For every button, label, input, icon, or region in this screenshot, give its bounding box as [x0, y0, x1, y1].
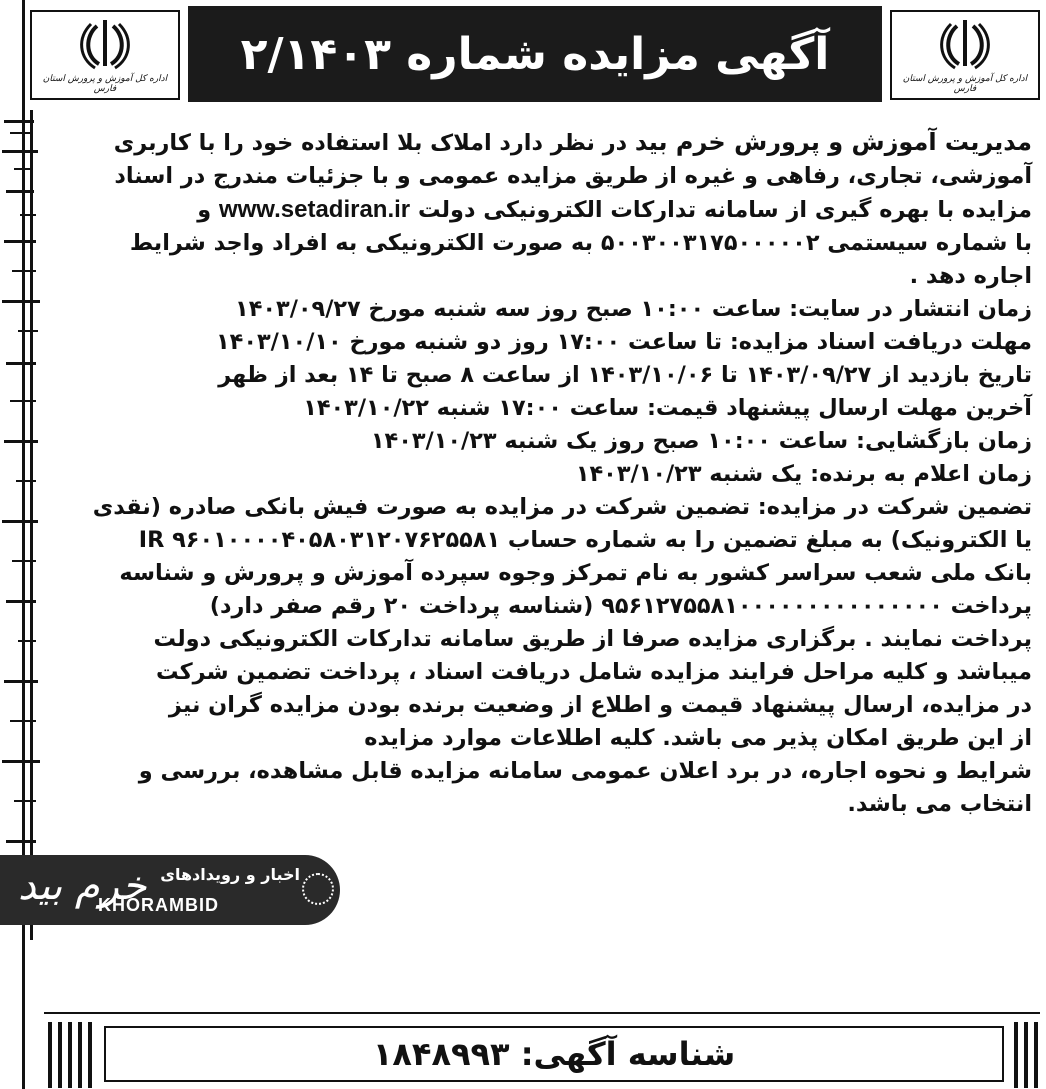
iran-emblem-icon: [75, 16, 135, 72]
ad-id-value: ۱۸۴۸۹۹۳: [372, 1035, 510, 1073]
body-line: آموزشی، تجاری، رفاهی و غیره از طریق مزایده عمومی و با جزئیات مندرج در اسناد: [114, 163, 1032, 189]
guarantee-line: یا الکترونیک) به مبلغ تضمین را به شماره حساب IR ۹۶۰۱۰۰۰۰۴۰۵۸۰۳۱۲۰۷۶۲۵۵۸۱: [138, 527, 1032, 553]
guarantee-line: پرداخت نمایند . برگزاری مزایده صرفا از طریق سامانه تدارکات الکترونیکی دولت: [153, 626, 1032, 652]
guarantee-line: بانک ملی شعب سراسر کشور به نام تمرکز وجوه سپرده آموزش و پرورش و شناسه: [119, 560, 1032, 586]
watermark: [0, 855, 340, 925]
guarantee-line: انتخاب می باشد.: [847, 791, 1032, 817]
website-link[interactable]: www.setadiran.ir: [218, 196, 411, 223]
guarantee-line: پرداخت ۹۵۶۱۲۷۵۵۸۱۰۰۰۰۰۰۰۰۰۰۰۰۰۰۰ (شناسه پرداخت ۲۰ رقم صفر دارد): [209, 593, 1032, 619]
schedule-opening: زمان بازگشایی: ساعت ۱۰:۰۰ صبح روز یک شنبه ۱۴۰۳/۱۰/۲۳: [370, 428, 1032, 454]
body-text: و: [197, 197, 212, 223]
emblem-caption: اداره کل آموزش و پرورش استان فارس: [902, 74, 1028, 94]
announcement-body: [44, 126, 1032, 821]
footer-stripes-left: [44, 1022, 100, 1088]
body-line: [44, 193, 1032, 227]
schedule-visit: تاریخ بازدید از ۱۴۰۳/۰۹/۲۷ تا ۱۴۰۳/۱۰/۰۶ از ساعت ۸ صبح تا ۱۴ بعد از ظهر: [218, 362, 1032, 388]
emblem-right: [890, 10, 1040, 100]
watermark-en-text: KHORAMBID: [98, 895, 219, 915]
iran-emblem-icon: [935, 16, 995, 72]
header: [30, 6, 1040, 102]
footer-stripes-right: [1010, 1022, 1044, 1088]
scan-marks: [0, 110, 44, 940]
ad-id-box: [104, 1026, 1004, 1082]
body-line: با شماره سیستمی ۵۰۰۳۰۰۳۱۷۵۰۰۰۰۰۲ به صورت الکترونیکی به افراد واجد شرایط: [129, 230, 1032, 256]
schedule-winner: زمان اعلام به برنده: یک شنبه ۱۴۰۳/۱۰/۲۳: [575, 461, 1032, 487]
watermark-logo: خرم بید: [18, 863, 147, 909]
emblem-left: [30, 10, 180, 100]
body-text: در نظر دارد املاک بلا استفاده خود را با کاربری: [113, 130, 628, 156]
page-title: آگهی مزایده شماره ۲/۱۴۰۳: [188, 6, 882, 102]
emblem-caption: اداره کل آموزش و پرورش استان فارس: [42, 74, 168, 94]
organization-name: مدیریت آموزش و پرورش خرم بید: [634, 128, 1032, 156]
guarantee-line: از این طریق امکان پذیر می باشد. کلیه اطلاعات موارد مزایده: [364, 725, 1032, 751]
schedule-publish: زمان انتشار در سایت: ساعت ۱۰:۰۰ صبح روز سه شنبه مورخ ۱۴۰۳/۰۹/۲۷: [235, 296, 1032, 322]
guarantee-line: تضمین شرکت در مزایده: تضمین شرکت در مزایده به صورت فیش بانکی صادره (نقدی: [92, 494, 1032, 520]
body-text: مزایده با بهره گیری از سامانه تدارکات الکترونیکی دولت: [417, 197, 1032, 223]
body-line: اجاره دهد .: [909, 263, 1032, 289]
watermark-fa-text: اخبار و رویدادهای: [160, 865, 300, 884]
footer-divider: [44, 1012, 1040, 1014]
body-line: [44, 126, 1032, 160]
guarantee-line: شرایط و نحوه اجاره، در برد اعلان عمومی سامانه مزایده قابل مشاهده، بررسی و: [138, 758, 1032, 784]
ad-id-label: شناسه آگهی:: [520, 1035, 736, 1073]
guarantee-line: میباشد و کلیه مراحل فرایند مزایده شامل دریافت اسناد ، پرداخت تضمین شرکت: [155, 659, 1032, 685]
seal-icon: [302, 873, 334, 905]
guarantee-line: در مزایده، ارسال پیشنهاد قیمت و اطلاع از وضعیت برنده بودن مزایده گران نیز: [168, 692, 1032, 718]
schedule-bid-deadline: آخرین مهلت ارسال پیشنهاد قیمت: ساعت ۱۷:۰۰ شنبه ۱۴۰۳/۱۰/۲۲: [303, 395, 1032, 421]
schedule-doc-deadline: مهلت دریافت اسناد مزایده: تا ساعت ۱۷:۰۰ روز دو شنبه مورخ ۱۴۰۳/۱۰/۱۰: [216, 329, 1032, 355]
